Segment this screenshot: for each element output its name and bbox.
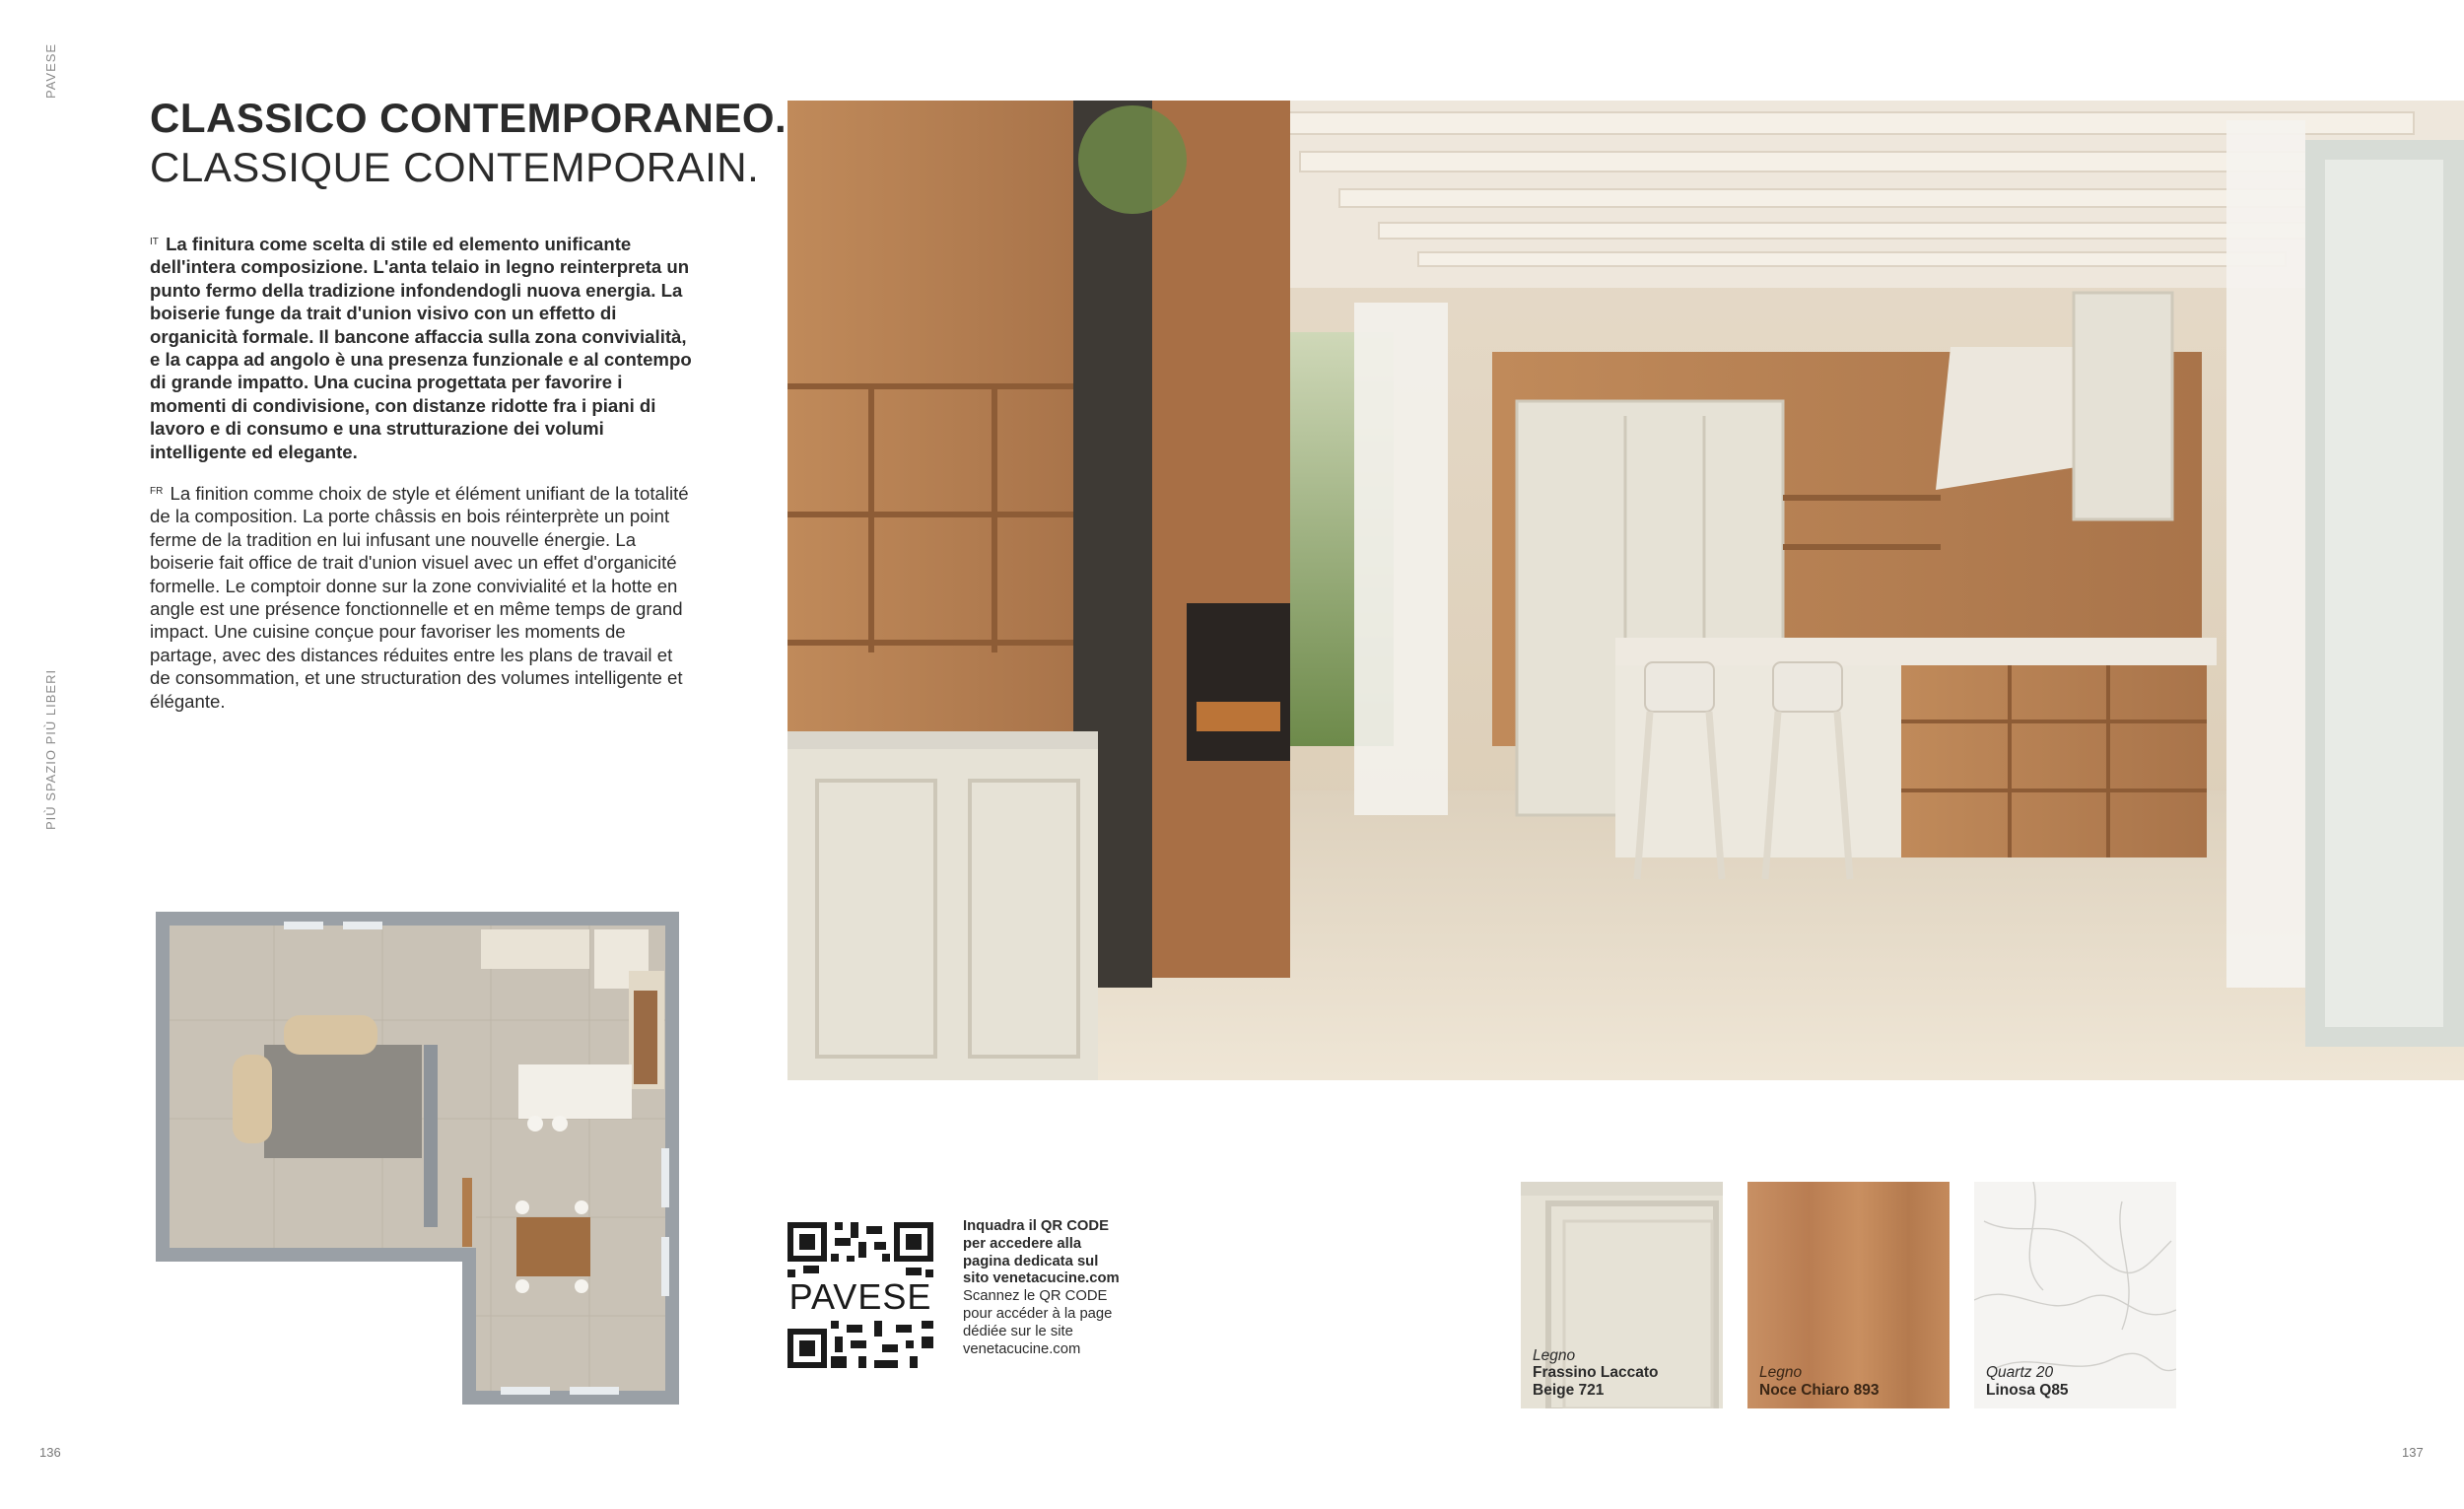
swatch-noce-caption <box>1759 1364 1879 1399</box>
swatch-quartz-name-1: Linosa Q85 <box>1986 1381 2069 1399</box>
swatch-noce-name-1: Noce Chiaro 893 <box>1759 1381 1880 1399</box>
kitchen-photo <box>787 101 2464 1080</box>
qr-fr-line-2: pour accéder à la page <box>963 1305 1113 1322</box>
qr-code[interactable] <box>787 1222 933 1368</box>
qr-it-line-2: per accedere alla <box>963 1235 1082 1252</box>
swatch-frassino-name-1: Frassino Laccato <box>1533 1364 1659 1381</box>
page-subtitle: CLASSIQUE CONTEMPORAIN. <box>150 144 760 190</box>
page-number-left: 136 <box>39 1445 61 1460</box>
swatch-frassino <box>1521 1182 1723 1408</box>
swatch-frassino-caption <box>1533 1347 1659 1400</box>
text-italian-body: La finitura come scelta di stile ed elemento unificante dell'intera composizione. L'anta telaio in legno reinterpreta un punto fermo della tradizione infondendogli nuova energia. La boiserie funge da trait d'union visivo con un effetto di organicità formale. Il bancone affaccia sulla zona convivialità, e la cappa ad angolo è una presenza funzionale e al contempo di grande impatto. Una cucina progettata per favorire i momenti di condivisione, con distanze ridotte fra i piani di lavoro e di consumo e una strutturazione dei volumi intelligente ed elegante. <box>150 234 692 462</box>
qr-logo-text: PAVESE <box>788 1276 932 1317</box>
text-italian <box>150 233 694 463</box>
swatch-noce <box>1747 1182 1950 1408</box>
swatch-frassino-category: Legno <box>1533 1346 1576 1364</box>
swatch-noce-category: Legno <box>1759 1364 1803 1381</box>
swatch-frassino-name-2: Beige 721 <box>1533 1381 1605 1399</box>
side-label-section: PIÙ SPAZIO PIÙ LIBERI <box>43 668 58 830</box>
lang-tag-it: IT <box>150 237 159 247</box>
qr-instructions <box>963 1218 1160 1358</box>
swatch-quartz-category: Quartz 20 <box>1986 1364 2054 1381</box>
qr-it-line-1: Inquadra il QR CODE <box>963 1218 1109 1234</box>
lang-tag-fr: FR <box>150 486 164 497</box>
floor-plan <box>156 912 679 1405</box>
qr-fr-line-3: dédiée sur le site <box>963 1323 1073 1339</box>
page-title: CLASSICO CONTEMPORANEO. <box>150 95 787 141</box>
text-french <box>150 482 694 713</box>
qr-it-line-3: pagina dedicata sul <box>963 1253 1099 1269</box>
qr-it-line-4: sito venetacucine.com <box>963 1270 1120 1287</box>
swatch-quartz <box>1974 1182 2176 1408</box>
side-label-brand: PAVESE <box>43 42 58 99</box>
qr-fr-line-4: venetacucine.com <box>963 1340 1081 1357</box>
page-number-right: 137 <box>2402 1445 2424 1460</box>
text-french-body: La finition comme choix de style et élément unifiant de la totalité de la composition. La porte châssis en bois réinterprète un point ferme de la tradition en lui infusant une nouvelle énergie. La boiserie fait office de trait d'union visuel avec un effet d'organicité formelle. Le comptoir donne sur la zone convivialité et la hotte en angle est une présence fonctionnelle et en même temps de grand impact. Une cuisine conçue pour favoriser les moments de partage, avec des distances réduites entre les plans de travail et de consommation, et une structuration des volumes intelligente et élégante. <box>150 483 689 712</box>
swatch-quartz-caption <box>1986 1364 2069 1399</box>
qr-fr-line-1: Scannez le QR CODE <box>963 1288 1108 1305</box>
